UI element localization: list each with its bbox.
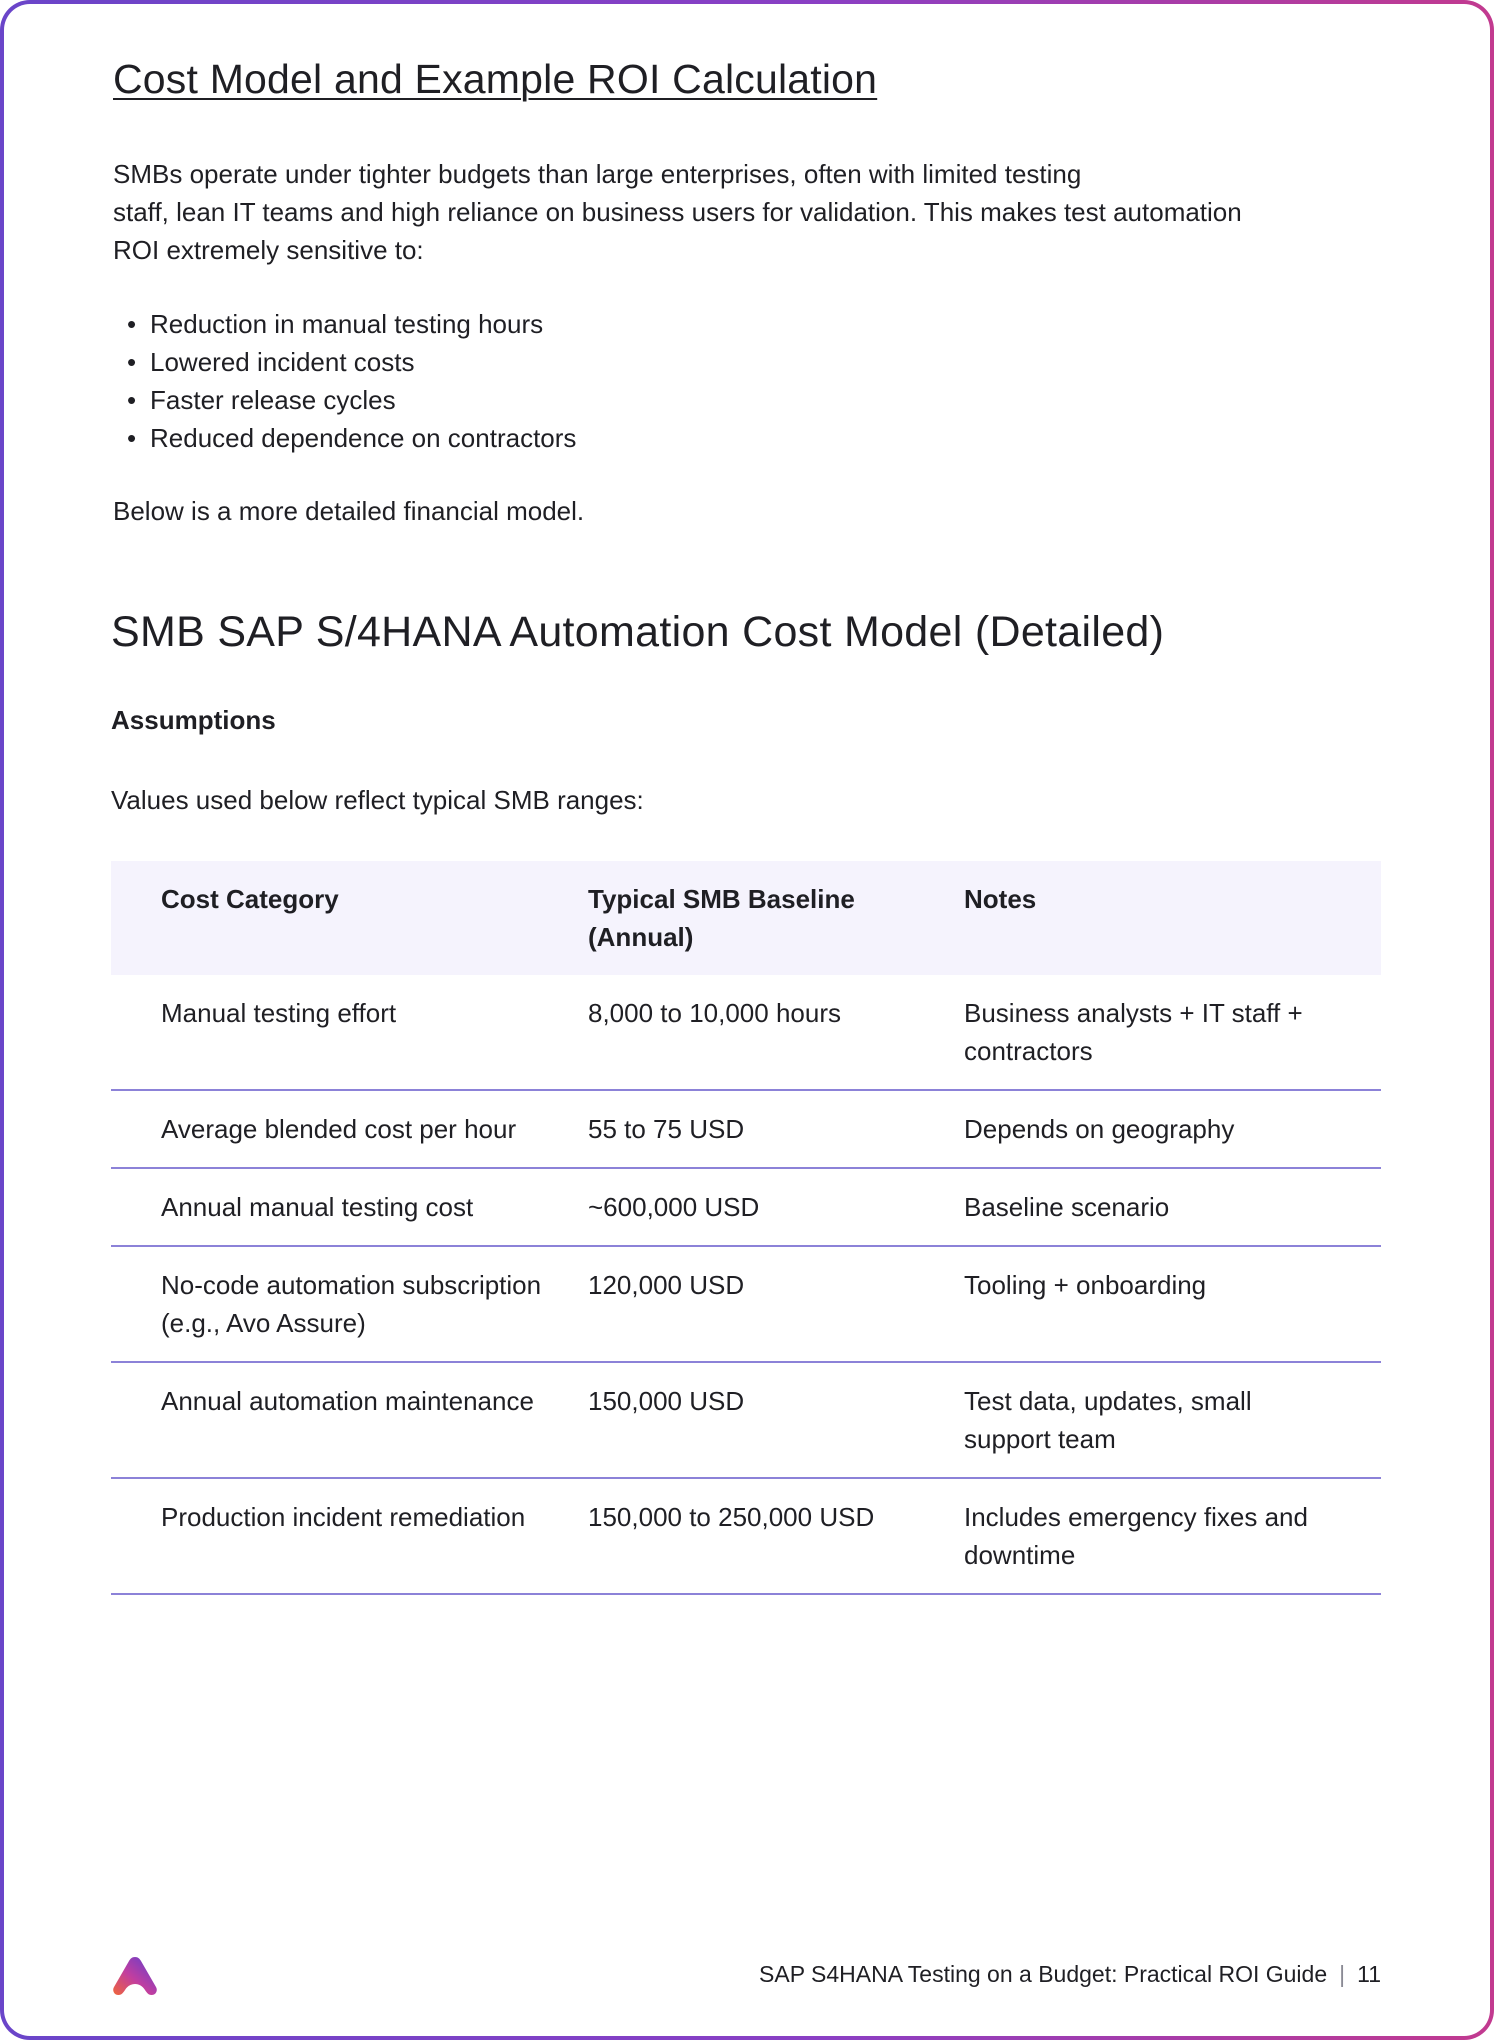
table-row	[111, 1090, 1381, 1168]
table-row	[111, 1362, 1381, 1478]
table-header-row	[111, 861, 1381, 975]
avo-logo-icon	[111, 1955, 159, 1997]
cell-baseline: 8,000 to 10,000 hours	[588, 998, 841, 1028]
cell-baseline: 150,000 to 250,000 USD	[588, 1502, 875, 1532]
cell-baseline: 55 to 75 USD	[588, 1114, 745, 1144]
intro-line: staff, lean IT teams and high reliance on business users for validation. This makes test automation	[113, 197, 1242, 227]
column-header-notes: Notes	[964, 884, 1037, 914]
column-header-cost-category: Cost Category	[161, 884, 339, 914]
cell-notes: Depends on geography	[964, 1114, 1235, 1144]
intro-paragraph	[113, 155, 1363, 269]
list-item-text: Reduction in manual testing hours	[150, 309, 544, 339]
cell-baseline: 150,000 USD	[588, 1386, 745, 1416]
footer-guide-title: SAP S4HANA Testing on a Budget: Practical ROI Guide	[759, 1961, 1328, 1987]
sensitivity-list	[113, 305, 576, 457]
list-item-text: Faster release cycles	[150, 385, 396, 415]
bullet-icon: •	[127, 385, 137, 415]
bullet-icon: •	[127, 423, 137, 453]
list-item	[113, 343, 576, 381]
cell-cost-category: Average blended cost per hour	[161, 1114, 517, 1144]
list-item-text: Reduced dependence on contractors	[150, 423, 577, 453]
cell-notes: Baseline scenario	[964, 1192, 1170, 1222]
cell-notes: Test data, updates, small support team	[964, 1386, 1252, 1454]
intro-line: SMBs operate under tighter budgets than large enterprises, often with limited testing	[113, 159, 1082, 189]
list-item	[113, 305, 576, 343]
cell-cost-category: Production incident remediation	[161, 1502, 526, 1532]
cell-notes: Business analysts + IT staff + contractors	[964, 998, 1303, 1066]
table-row	[111, 1168, 1381, 1246]
list-item-text: Lowered incident costs	[150, 347, 415, 377]
cost-model-table	[111, 861, 1381, 1595]
page-footer	[759, 1961, 1381, 1988]
list-item	[113, 419, 576, 457]
cell-cost-category: Manual testing effort	[161, 998, 397, 1028]
column-header-baseline: Typical SMB Baseline (Annual)	[588, 884, 855, 952]
page-title: Cost Model and Example ROI Calculation	[113, 56, 878, 102]
cell-cost-category: Annual manual testing cost	[161, 1192, 474, 1222]
page-number: 11	[1357, 1961, 1381, 1987]
cell-cost-category: No-code automation subscription (e.g., Avo Assure)	[161, 1270, 542, 1338]
values-note: Values used below reflect typical SMB ranges:	[111, 785, 644, 815]
cell-notes: Includes emergency fixes and downtime	[964, 1502, 1308, 1570]
assumptions-heading: Assumptions	[111, 705, 276, 735]
model-intro-text: Below is a more detailed financial model.	[113, 496, 585, 526]
bullet-icon: •	[127, 347, 137, 377]
table-row	[111, 975, 1381, 1090]
bullet-icon: •	[127, 309, 137, 339]
cell-baseline: ~600,000 USD	[588, 1192, 760, 1222]
table-row	[111, 1246, 1381, 1362]
list-item	[113, 381, 576, 419]
footer-separator: |	[1339, 1961, 1346, 1987]
cell-cost-category: Annual automation maintenance	[161, 1386, 534, 1416]
table-row	[111, 1478, 1381, 1594]
cell-notes: Tooling + onboarding	[964, 1270, 1207, 1300]
cell-baseline: 120,000 USD	[588, 1270, 745, 1300]
section-title: SMB SAP S/4HANA Automation Cost Model (Detailed)	[111, 608, 1165, 656]
intro-line: ROI extremely sensitive to:	[113, 235, 424, 265]
